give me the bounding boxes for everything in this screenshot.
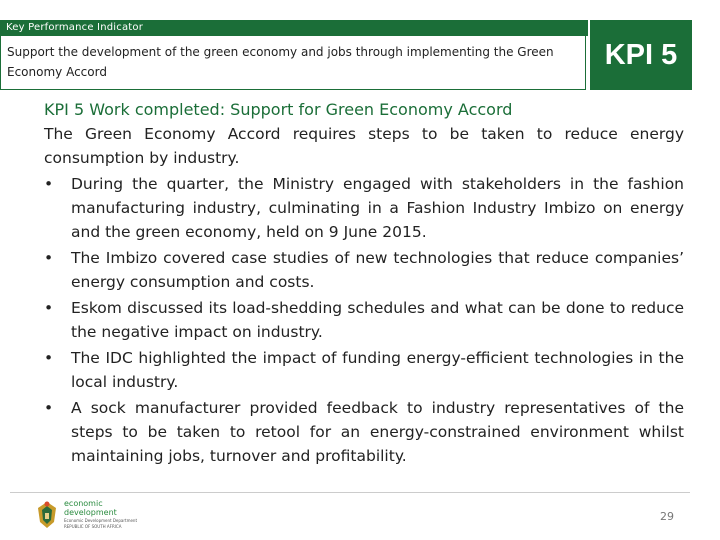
section-heading: KPI 5 Work completed: Support for Green Economy Accord xyxy=(44,100,513,119)
intro-paragraph: The Green Economy Accord requires steps to be taken to reduce energy consumption by industry. xyxy=(44,125,684,167)
kpi-label: Key Performance Indicator xyxy=(6,22,144,33)
bullet-item-case-studies: • The Imbizo covered case studies of new technologies that reduce companies’ energy consumption and costs. xyxy=(44,246,684,294)
bullet-1-highlight: Fashion Industry Imbizo on energy and the green economy xyxy=(71,199,685,241)
logo-line-2: development xyxy=(64,508,117,517)
logo-line-1: economic xyxy=(64,499,103,508)
edd-logo xyxy=(34,500,137,530)
kpi-description: Support the development of the green economy and jobs through implementing the Green Economy Accord xyxy=(7,45,554,79)
footer-divider xyxy=(10,492,690,493)
coat-of-arms-icon xyxy=(34,500,60,530)
kpi-badge-text: KPI 5 xyxy=(604,38,678,71)
kpi-badge xyxy=(590,20,692,90)
slide-content xyxy=(44,98,684,468)
bullet-item-idc: • The IDC highlighted the impact of funding energy-efficient technologies in the local industry. xyxy=(44,346,684,394)
kpi-description-box xyxy=(0,36,586,90)
bullet-1-suffix: , held on 9 June 2015. xyxy=(256,223,427,241)
page-number: 29 xyxy=(660,510,674,523)
bullet-list xyxy=(44,172,684,468)
logo-line-3b: REPUBLIC OF SOUTH AFRICA xyxy=(64,524,122,529)
logo-line-3a: Economic Development Department xyxy=(64,518,138,523)
bullet-item-imbizo xyxy=(44,172,684,244)
bullet-item-sock-manufacturer: • A sock manufacturer provided feedback to industry representatives of the steps to be taken to retool for an energy-constrained environment whilst maintaining jobs, turnover and profitability. xyxy=(44,396,684,468)
bullet-item-eskom: • Eskom discussed its load-shedding schedules and what can be done to reduce the negative impact on industry. xyxy=(44,296,684,344)
bullet-1-prefix: During the quarter, the Ministry engaged with stakeholders in the fashion manufacturing industry, culminating in a xyxy=(71,175,684,217)
kpi-header-bar xyxy=(0,20,588,36)
